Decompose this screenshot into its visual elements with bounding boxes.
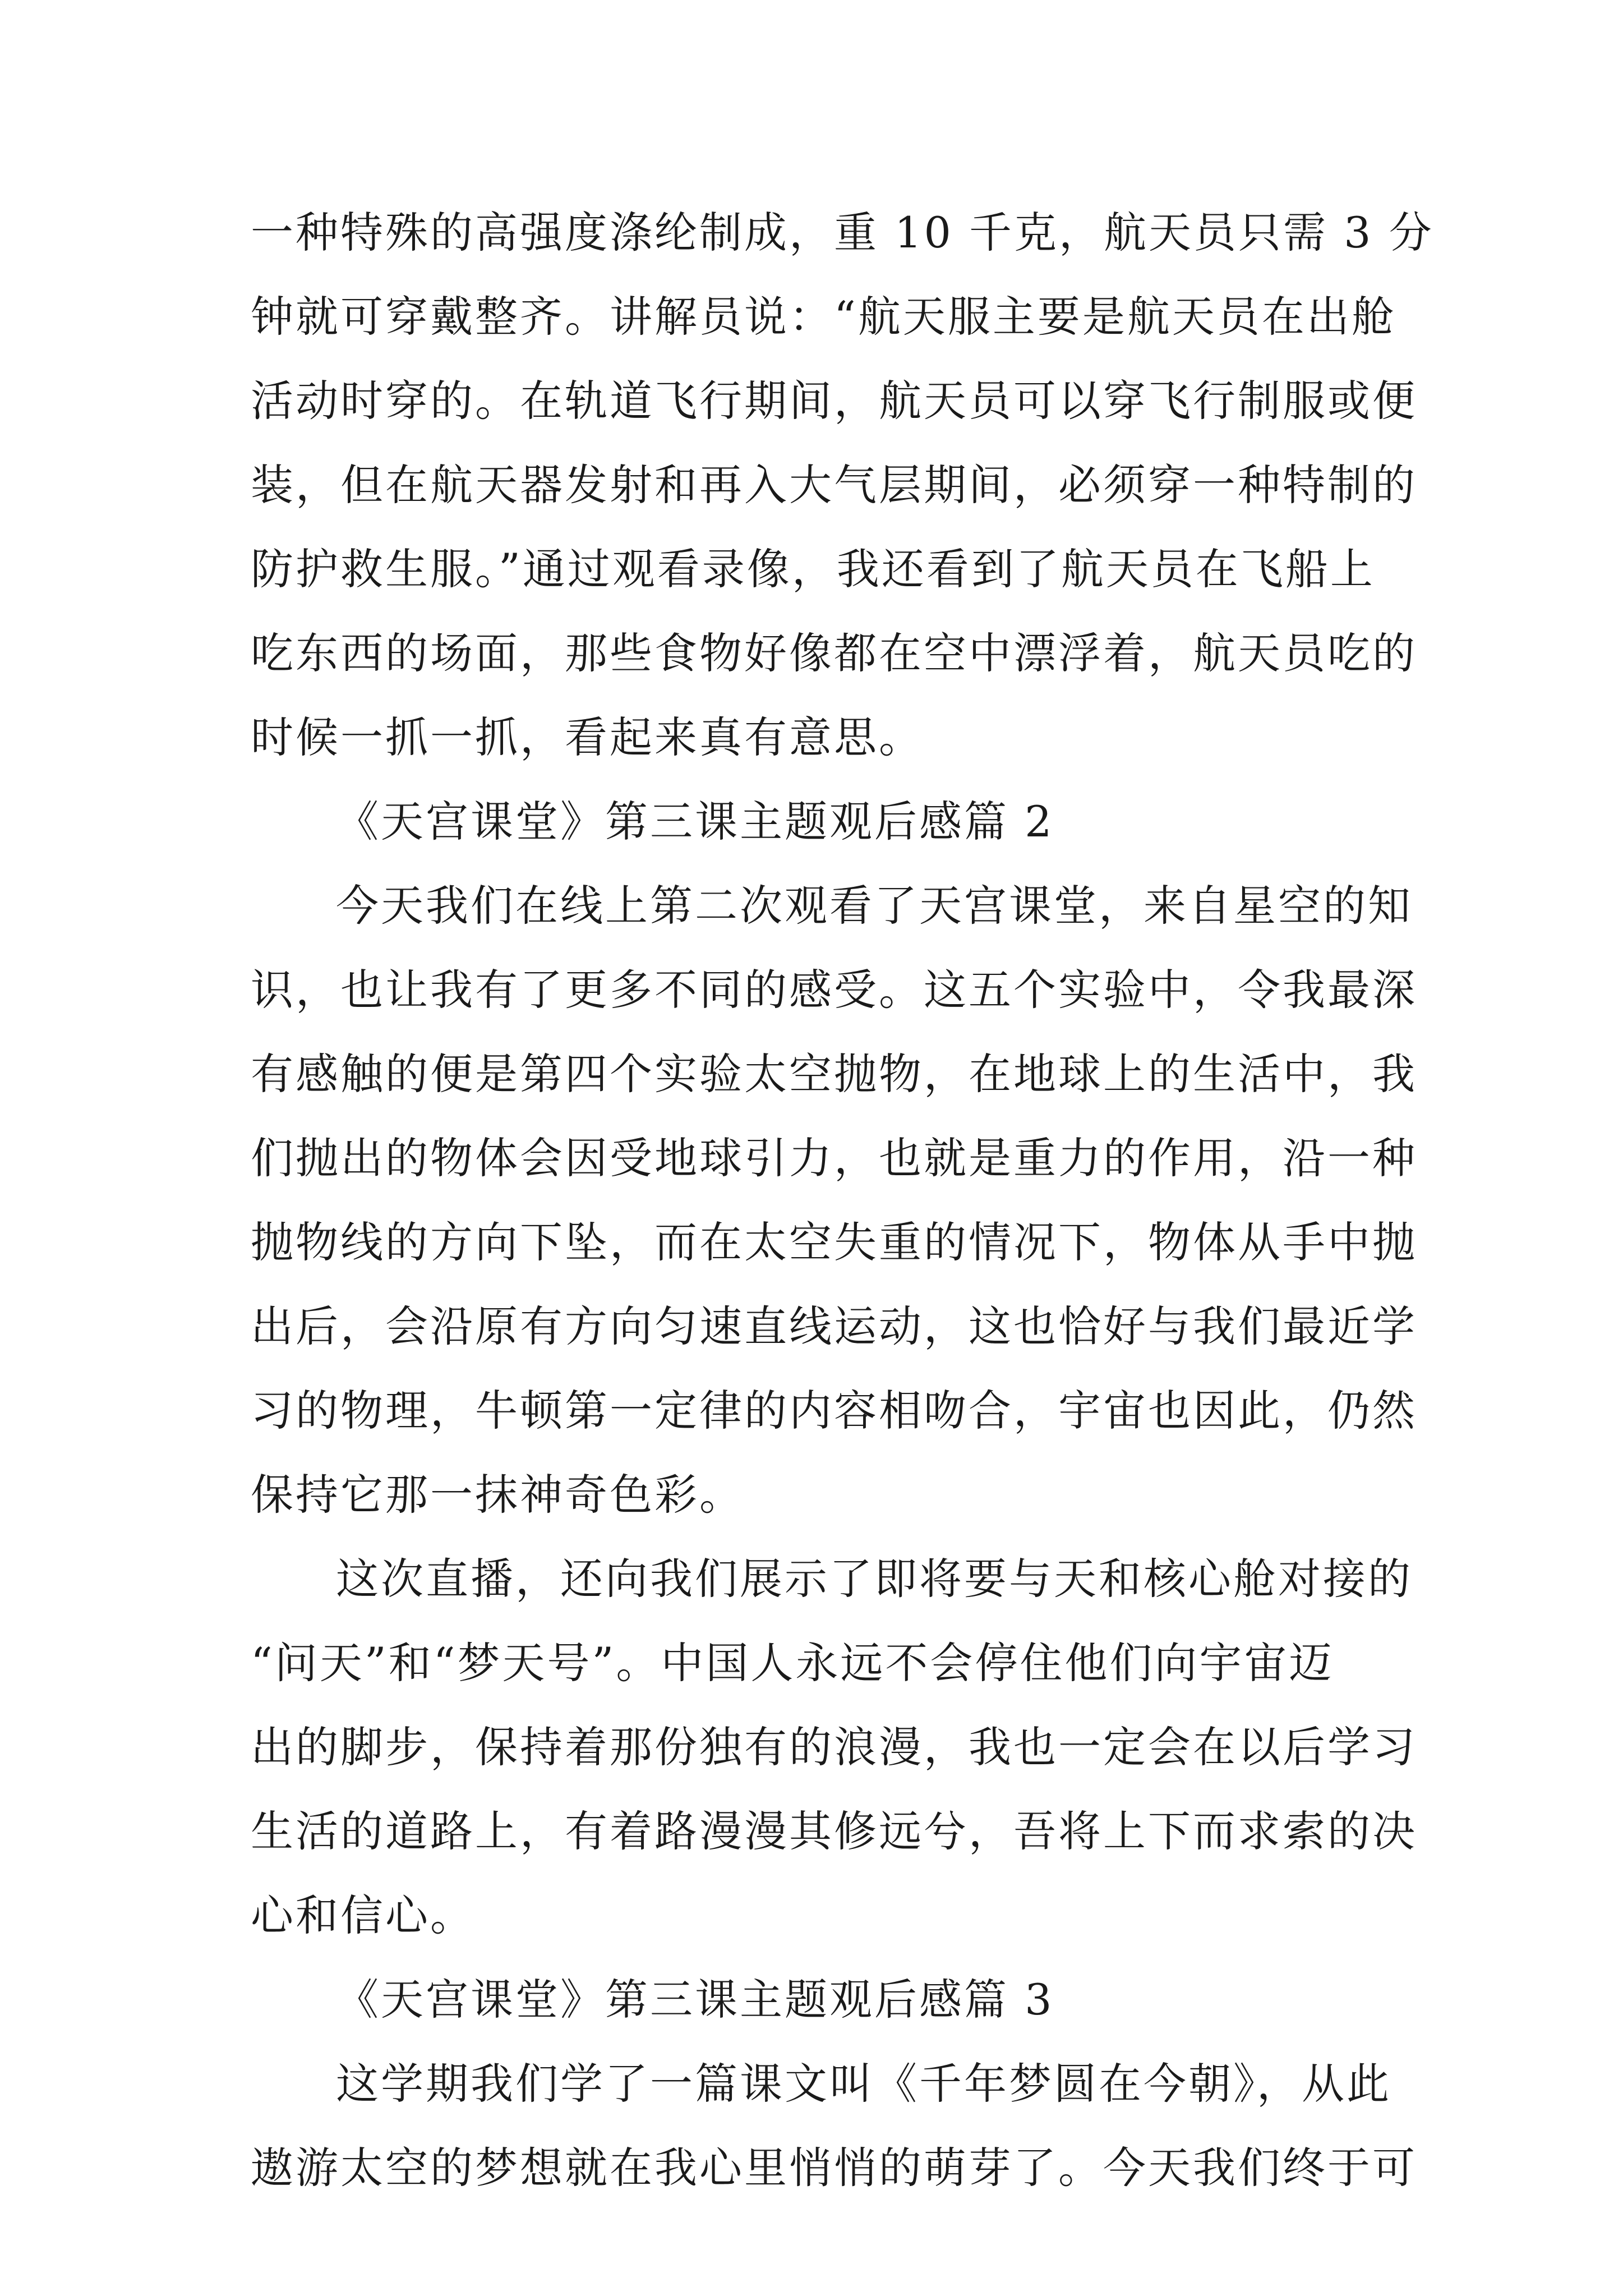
text-line: 钟就可穿戴整齐。讲解员说：“航天服主要是航天员在出舱	[251, 292, 1396, 342]
text-line: 有感触的便是第四个实验太空抛物，在地球上的生活中，我	[251, 1049, 1417, 1099]
text-line: 遨游太空的梦想就在我心里悄悄的萌芽了。今天我们终于可	[251, 2143, 1417, 2193]
document-body	[251, 191, 1434, 2210]
text-line: 识，也让我有了更多不同的感受。这五个实验中，令我最深	[251, 965, 1417, 1015]
text-line: 出的脚步，保持着那份独有的浪漫，我也一定会在以后学习	[251, 1722, 1417, 1772]
text-line: 防护救生服。”通过观看录像，我还看到了航天员在飞船上	[251, 544, 1375, 594]
text-line: 活动时穿的。在轨道飞行期间，航天员可以穿飞行制服或便	[251, 376, 1417, 426]
section-heading: 《天宫课堂》第三课主题观后感篇 3	[336, 1975, 1054, 2024]
text-line: 时候一抓一抓，看起来真有意思。	[251, 712, 924, 762]
text-line: 装，但在航天器发射和再入大气层期间，必须穿一种特制的	[251, 460, 1417, 510]
text-line: 保持它那一抹神奇色彩。	[251, 1470, 744, 1520]
paragraph-start: 这次直播，还向我们展示了即将要与天和核心舱对接的	[336, 1554, 1413, 1604]
paragraph-start: 今天我们在线上第二次观看了天宫课堂，来自星空的知	[336, 881, 1413, 931]
text-line: 心和信心。	[251, 1890, 475, 1940]
text-line: 吃东西的场面，那些食物好像都在空中漂浮着，航天员吃的	[251, 628, 1417, 678]
text-line: 们抛出的物体会因受地球引力，也就是重力的作用，沿一种	[251, 1133, 1417, 1183]
text-line: 一种特殊的高强度涤纶制成，重 10 千克，航天员只需 3 分	[251, 208, 1434, 257]
text-line: 习的物理，牛顿第一定律的内容相吻合，宇宙也因此，仍然	[251, 1386, 1417, 1435]
section-heading: 《天宫课堂》第三课主题观后感篇 2	[336, 797, 1054, 846]
text-line: 抛物线的方向下坠，而在太空失重的情况下，物体从手中抛	[251, 1217, 1417, 1267]
paragraph-start: 这学期我们学了一篇课文叫《千年梦圆在今朝》，从此	[336, 2059, 1391, 2109]
text-line: 出后，会沿原有方向匀速直线运动，这也恰好与我们最近学	[251, 1301, 1417, 1351]
text-line: “问天”和“梦天号”。中国人永远不会停住他们向宇宙迈	[251, 1638, 1334, 1688]
text-line: 生活的道路上，有着路漫漫其修远兮，吾将上下而求索的决	[251, 1806, 1417, 1856]
